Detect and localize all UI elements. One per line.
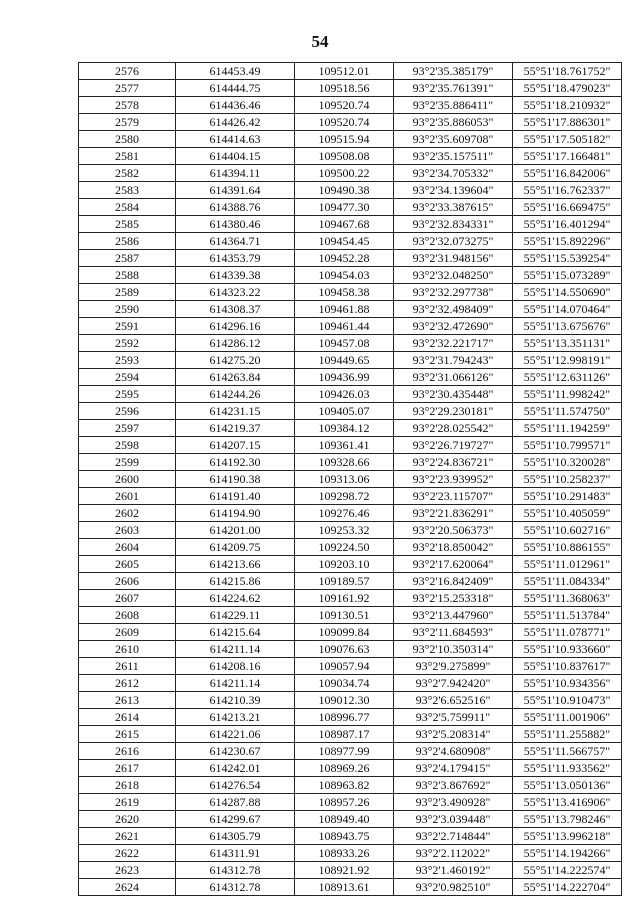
y-coordinate-cell: 109189.57 xyxy=(295,573,394,590)
latitude-cell: 55°51'11.078771" xyxy=(513,624,622,641)
latitude-cell: 55°51'14.070464" xyxy=(513,301,622,318)
coordinates-table-body xyxy=(79,63,622,896)
longitude-cell: 93°2'2.112022" xyxy=(394,845,513,862)
x-coordinate-cell: 614312.78 xyxy=(176,879,295,896)
table-row xyxy=(79,828,622,845)
point-number-cell: 2591 xyxy=(79,318,176,335)
point-number-cell: 2608 xyxy=(79,607,176,624)
longitude-cell: 93°2'9.275899" xyxy=(394,658,513,675)
y-coordinate-cell: 109253.32 xyxy=(295,522,394,539)
latitude-cell: 55°51'10.837617" xyxy=(513,658,622,675)
latitude-cell: 55°51'14.550690" xyxy=(513,284,622,301)
point-number-cell: 2590 xyxy=(79,301,176,318)
table-row xyxy=(79,794,622,811)
x-coordinate-cell: 614275.20 xyxy=(176,352,295,369)
longitude-cell: 93°2'26.719727" xyxy=(394,437,513,454)
y-coordinate-cell: 109490.38 xyxy=(295,182,394,199)
y-coordinate-cell: 109520.74 xyxy=(295,97,394,114)
longitude-cell: 93°2'1.460192" xyxy=(394,862,513,879)
latitude-cell: 55°51'14.222704" xyxy=(513,879,622,896)
latitude-cell: 55°51'13.675676" xyxy=(513,318,622,335)
table-row xyxy=(79,131,622,148)
x-coordinate-cell: 614323.22 xyxy=(176,284,295,301)
x-coordinate-cell: 614191.40 xyxy=(176,488,295,505)
table-row xyxy=(79,573,622,590)
table-row xyxy=(79,624,622,641)
latitude-cell: 55°51'11.933562" xyxy=(513,760,622,777)
longitude-cell: 93°2'32.073275" xyxy=(394,233,513,250)
x-coordinate-cell: 614229.11 xyxy=(176,607,295,624)
y-coordinate-cell: 108921.92 xyxy=(295,862,394,879)
table-row xyxy=(79,301,622,318)
table-row xyxy=(79,420,622,437)
latitude-cell: 55°51'13.351131" xyxy=(513,335,622,352)
longitude-cell: 93°2'32.498409" xyxy=(394,301,513,318)
x-coordinate-cell: 614299.67 xyxy=(176,811,295,828)
x-coordinate-cell: 614391.64 xyxy=(176,182,295,199)
longitude-cell: 93°2'32.297738" xyxy=(394,284,513,301)
y-coordinate-cell: 109500.22 xyxy=(295,165,394,182)
latitude-cell: 55°51'11.513784" xyxy=(513,607,622,624)
table-row xyxy=(79,403,622,420)
x-coordinate-cell: 614276.54 xyxy=(176,777,295,794)
latitude-cell: 55°51'11.368063" xyxy=(513,590,622,607)
longitude-cell: 93°2'0.982510" xyxy=(394,879,513,896)
longitude-cell: 93°2'3.039448" xyxy=(394,811,513,828)
point-number-cell: 2617 xyxy=(79,760,176,777)
point-number-cell: 2583 xyxy=(79,182,176,199)
point-number-cell: 2598 xyxy=(79,437,176,454)
y-coordinate-cell: 109449.65 xyxy=(295,352,394,369)
x-coordinate-cell: 614219.37 xyxy=(176,420,295,437)
longitude-cell: 93°2'31.066126" xyxy=(394,369,513,386)
y-coordinate-cell: 109276.46 xyxy=(295,505,394,522)
point-number-cell: 2621 xyxy=(79,828,176,845)
longitude-cell: 93°2'32.834331" xyxy=(394,216,513,233)
point-number-cell: 2609 xyxy=(79,624,176,641)
latitude-cell: 55°51'11.194259" xyxy=(513,420,622,437)
point-number-cell: 2613 xyxy=(79,692,176,709)
y-coordinate-cell: 108996.77 xyxy=(295,709,394,726)
y-coordinate-cell: 109361.41 xyxy=(295,437,394,454)
y-coordinate-cell: 108987.17 xyxy=(295,726,394,743)
point-number-cell: 2588 xyxy=(79,267,176,284)
y-coordinate-cell: 109515.94 xyxy=(295,131,394,148)
x-coordinate-cell: 614414.63 xyxy=(176,131,295,148)
y-coordinate-cell: 108963.82 xyxy=(295,777,394,794)
table-row xyxy=(79,471,622,488)
longitude-cell: 93°2'5.759911" xyxy=(394,709,513,726)
table-row xyxy=(79,369,622,386)
longitude-cell: 93°2'13.447960" xyxy=(394,607,513,624)
point-number-cell: 2600 xyxy=(79,471,176,488)
latitude-cell: 55°51'14.222574" xyxy=(513,862,622,879)
x-coordinate-cell: 614296.16 xyxy=(176,318,295,335)
longitude-cell: 93°2'32.472690" xyxy=(394,318,513,335)
table-row xyxy=(79,352,622,369)
x-coordinate-cell: 614221.06 xyxy=(176,726,295,743)
x-coordinate-cell: 614364.71 xyxy=(176,233,295,250)
x-coordinate-cell: 614339.38 xyxy=(176,267,295,284)
longitude-cell: 93°2'16.842409" xyxy=(394,573,513,590)
x-coordinate-cell: 614453.49 xyxy=(176,63,295,80)
table-row xyxy=(79,335,622,352)
x-coordinate-cell: 614308.37 xyxy=(176,301,295,318)
table-row xyxy=(79,607,622,624)
table-row xyxy=(79,692,622,709)
point-number-cell: 2579 xyxy=(79,114,176,131)
y-coordinate-cell: 108943.75 xyxy=(295,828,394,845)
longitude-cell: 93°2'31.948156" xyxy=(394,250,513,267)
longitude-cell: 93°2'2.714844" xyxy=(394,828,513,845)
point-number-cell: 2601 xyxy=(79,488,176,505)
y-coordinate-cell: 109057.94 xyxy=(295,658,394,675)
y-coordinate-cell: 109328.66 xyxy=(295,454,394,471)
x-coordinate-cell: 614312.78 xyxy=(176,862,295,879)
latitude-cell: 55°51'15.073289" xyxy=(513,267,622,284)
y-coordinate-cell: 109458.38 xyxy=(295,284,394,301)
table-row xyxy=(79,505,622,522)
point-number-cell: 2576 xyxy=(79,63,176,80)
longitude-cell: 93°2'5.208314" xyxy=(394,726,513,743)
table-row xyxy=(79,709,622,726)
table-row xyxy=(79,454,622,471)
y-coordinate-cell: 109130.51 xyxy=(295,607,394,624)
y-coordinate-cell: 108933.26 xyxy=(295,845,394,862)
point-number-cell: 2589 xyxy=(79,284,176,301)
table-row xyxy=(79,63,622,80)
point-number-cell: 2615 xyxy=(79,726,176,743)
x-coordinate-cell: 614444.75 xyxy=(176,80,295,97)
longitude-cell: 93°2'18.850042" xyxy=(394,539,513,556)
y-coordinate-cell: 109454.03 xyxy=(295,267,394,284)
longitude-cell: 93°2'24.836721" xyxy=(394,454,513,471)
y-coordinate-cell: 108977.99 xyxy=(295,743,394,760)
table-row xyxy=(79,726,622,743)
point-number-cell: 2585 xyxy=(79,216,176,233)
latitude-cell: 55°51'13.416906" xyxy=(513,794,622,811)
x-coordinate-cell: 614311.91 xyxy=(176,845,295,862)
x-coordinate-cell: 614224.62 xyxy=(176,590,295,607)
x-coordinate-cell: 614208.16 xyxy=(176,658,295,675)
point-number-cell: 2582 xyxy=(79,165,176,182)
y-coordinate-cell: 109426.03 xyxy=(295,386,394,403)
longitude-cell: 93°2'35.886053" xyxy=(394,114,513,131)
y-coordinate-cell: 109508.08 xyxy=(295,148,394,165)
point-number-cell: 2603 xyxy=(79,522,176,539)
latitude-cell: 55°51'10.602716" xyxy=(513,522,622,539)
x-coordinate-cell: 614194.90 xyxy=(176,505,295,522)
longitude-cell: 93°2'11.684593" xyxy=(394,624,513,641)
longitude-cell: 93°2'35.157511" xyxy=(394,148,513,165)
point-number-cell: 2580 xyxy=(79,131,176,148)
point-number-cell: 2612 xyxy=(79,675,176,692)
table-row xyxy=(79,522,622,539)
longitude-cell: 93°2'32.221717" xyxy=(394,335,513,352)
longitude-cell: 93°2'20.506373" xyxy=(394,522,513,539)
table-row xyxy=(79,97,622,114)
longitude-cell: 93°2'35.609708" xyxy=(394,131,513,148)
latitude-cell: 55°51'16.669475" xyxy=(513,199,622,216)
table-row xyxy=(79,80,622,97)
longitude-cell: 93°2'33.387615" xyxy=(394,199,513,216)
point-number-cell: 2584 xyxy=(79,199,176,216)
longitude-cell: 93°2'6.652516" xyxy=(394,692,513,709)
x-coordinate-cell: 614190.38 xyxy=(176,471,295,488)
y-coordinate-cell: 109461.88 xyxy=(295,301,394,318)
latitude-cell: 55°51'18.479023" xyxy=(513,80,622,97)
latitude-cell: 55°51'13.996218" xyxy=(513,828,622,845)
latitude-cell: 55°51'10.291483" xyxy=(513,488,622,505)
table-row xyxy=(79,879,622,896)
y-coordinate-cell: 109034.74 xyxy=(295,675,394,692)
longitude-cell: 93°2'34.705332" xyxy=(394,165,513,182)
point-number-cell: 2604 xyxy=(79,539,176,556)
latitude-cell: 55°51'17.166481" xyxy=(513,148,622,165)
longitude-cell: 93°2'31.794243" xyxy=(394,352,513,369)
latitude-cell: 55°51'12.631126" xyxy=(513,369,622,386)
point-number-cell: 2614 xyxy=(79,709,176,726)
longitude-cell: 93°2'28.025542" xyxy=(394,420,513,437)
table-row xyxy=(79,760,622,777)
latitude-cell: 55°51'18.761752" xyxy=(513,63,622,80)
point-number-cell: 2592 xyxy=(79,335,176,352)
table-row xyxy=(79,845,622,862)
y-coordinate-cell: 108957.26 xyxy=(295,794,394,811)
longitude-cell: 93°2'15.253318" xyxy=(394,590,513,607)
x-coordinate-cell: 614380.46 xyxy=(176,216,295,233)
point-number-cell: 2618 xyxy=(79,777,176,794)
x-coordinate-cell: 614394.11 xyxy=(176,165,295,182)
longitude-cell: 93°2'4.680908" xyxy=(394,743,513,760)
x-coordinate-cell: 614213.66 xyxy=(176,556,295,573)
latitude-cell: 55°51'10.799571" xyxy=(513,437,622,454)
x-coordinate-cell: 614286.12 xyxy=(176,335,295,352)
longitude-cell: 93°2'3.490928" xyxy=(394,794,513,811)
table-row xyxy=(79,267,622,284)
y-coordinate-cell: 109518.56 xyxy=(295,80,394,97)
x-coordinate-cell: 614305.79 xyxy=(176,828,295,845)
latitude-cell: 55°51'11.012961" xyxy=(513,556,622,573)
y-coordinate-cell: 109203.10 xyxy=(295,556,394,573)
table-row xyxy=(79,250,622,267)
latitude-cell: 55°51'11.998242" xyxy=(513,386,622,403)
latitude-cell: 55°51'15.892296" xyxy=(513,233,622,250)
x-coordinate-cell: 614426.42 xyxy=(176,114,295,131)
y-coordinate-cell: 109298.72 xyxy=(295,488,394,505)
latitude-cell: 55°51'16.762337" xyxy=(513,182,622,199)
x-coordinate-cell: 614231.15 xyxy=(176,403,295,420)
latitude-cell: 55°51'10.405059" xyxy=(513,505,622,522)
latitude-cell: 55°51'11.574750" xyxy=(513,403,622,420)
table-row xyxy=(79,284,622,301)
point-number-cell: 2607 xyxy=(79,590,176,607)
table-row xyxy=(79,556,622,573)
longitude-cell: 93°2'21.836291" xyxy=(394,505,513,522)
latitude-cell: 55°51'10.933660" xyxy=(513,641,622,658)
y-coordinate-cell: 109520.74 xyxy=(295,114,394,131)
y-coordinate-cell: 109012.30 xyxy=(295,692,394,709)
x-coordinate-cell: 614192.30 xyxy=(176,454,295,471)
y-coordinate-cell: 108949.40 xyxy=(295,811,394,828)
longitude-cell: 93°2'32.048250" xyxy=(394,267,513,284)
table-row xyxy=(79,743,622,760)
latitude-cell: 55°51'14.194266" xyxy=(513,845,622,862)
table-row xyxy=(79,777,622,794)
point-number-cell: 2577 xyxy=(79,80,176,97)
x-coordinate-cell: 614436.46 xyxy=(176,97,295,114)
latitude-cell: 55°51'10.258237" xyxy=(513,471,622,488)
latitude-cell: 55°51'16.842006" xyxy=(513,165,622,182)
table-row xyxy=(79,318,622,335)
y-coordinate-cell: 109313.06 xyxy=(295,471,394,488)
latitude-cell: 55°51'10.886155" xyxy=(513,539,622,556)
x-coordinate-cell: 614287.88 xyxy=(176,794,295,811)
y-coordinate-cell: 109467.68 xyxy=(295,216,394,233)
point-number-cell: 2595 xyxy=(79,386,176,403)
y-coordinate-cell: 109436.99 xyxy=(295,369,394,386)
x-coordinate-cell: 614211.14 xyxy=(176,675,295,692)
point-number-cell: 2602 xyxy=(79,505,176,522)
x-coordinate-cell: 614230.67 xyxy=(176,743,295,760)
latitude-cell: 55°51'13.050136" xyxy=(513,777,622,794)
table-row xyxy=(79,641,622,658)
table-row xyxy=(79,233,622,250)
y-coordinate-cell: 109452.28 xyxy=(295,250,394,267)
y-coordinate-cell: 109384.12 xyxy=(295,420,394,437)
point-number-cell: 2622 xyxy=(79,845,176,862)
table-row xyxy=(79,590,622,607)
y-coordinate-cell: 108913.61 xyxy=(295,879,394,896)
point-number-cell: 2620 xyxy=(79,811,176,828)
table-row xyxy=(79,386,622,403)
y-coordinate-cell: 109461.44 xyxy=(295,318,394,335)
x-coordinate-cell: 614211.14 xyxy=(176,641,295,658)
longitude-cell: 93°2'35.385179" xyxy=(394,63,513,80)
longitude-cell: 93°2'35.886411" xyxy=(394,97,513,114)
point-number-cell: 2597 xyxy=(79,420,176,437)
point-number-cell: 2605 xyxy=(79,556,176,573)
latitude-cell: 55°51'11.255882" xyxy=(513,726,622,743)
longitude-cell: 93°2'3.867692" xyxy=(394,777,513,794)
latitude-cell: 55°51'11.001906" xyxy=(513,709,622,726)
x-coordinate-cell: 614404.15 xyxy=(176,148,295,165)
x-coordinate-cell: 614207.15 xyxy=(176,437,295,454)
x-coordinate-cell: 614353.79 xyxy=(176,250,295,267)
x-coordinate-cell: 614210.39 xyxy=(176,692,295,709)
longitude-cell: 93°2'35.761391" xyxy=(394,80,513,97)
table-row xyxy=(79,811,622,828)
table-row xyxy=(79,182,622,199)
longitude-cell: 93°2'23.115707" xyxy=(394,488,513,505)
y-coordinate-cell: 109512.01 xyxy=(295,63,394,80)
point-number-cell: 2619 xyxy=(79,794,176,811)
longitude-cell: 93°2'23.939952" xyxy=(394,471,513,488)
point-number-cell: 2587 xyxy=(79,250,176,267)
latitude-cell: 55°51'15.539254" xyxy=(513,250,622,267)
point-number-cell: 2586 xyxy=(79,233,176,250)
y-coordinate-cell: 109457.08 xyxy=(295,335,394,352)
point-number-cell: 2623 xyxy=(79,862,176,879)
coordinates-table xyxy=(78,62,622,896)
y-coordinate-cell: 109477.30 xyxy=(295,199,394,216)
y-coordinate-cell: 109161.92 xyxy=(295,590,394,607)
x-coordinate-cell: 614215.64 xyxy=(176,624,295,641)
table-row xyxy=(79,216,622,233)
y-coordinate-cell: 109076.63 xyxy=(295,641,394,658)
x-coordinate-cell: 614388.76 xyxy=(176,199,295,216)
latitude-cell: 55°51'12.998191" xyxy=(513,352,622,369)
latitude-cell: 55°51'10.934356" xyxy=(513,675,622,692)
table-row xyxy=(79,114,622,131)
table-row xyxy=(79,148,622,165)
point-number-cell: 2611 xyxy=(79,658,176,675)
point-number-cell: 2596 xyxy=(79,403,176,420)
latitude-cell: 55°51'16.401294" xyxy=(513,216,622,233)
x-coordinate-cell: 614263.84 xyxy=(176,369,295,386)
x-coordinate-cell: 614209.75 xyxy=(176,539,295,556)
table-row xyxy=(79,199,622,216)
point-number-cell: 2616 xyxy=(79,743,176,760)
point-number-cell: 2593 xyxy=(79,352,176,369)
point-number-cell: 2624 xyxy=(79,879,176,896)
latitude-cell: 55°51'10.320028" xyxy=(513,454,622,471)
latitude-cell: 55°51'11.084334" xyxy=(513,573,622,590)
longitude-cell: 93°2'4.179415" xyxy=(394,760,513,777)
y-coordinate-cell: 108969.26 xyxy=(295,760,394,777)
longitude-cell: 93°2'34.139604" xyxy=(394,182,513,199)
table-row xyxy=(79,165,622,182)
point-number-cell: 2581 xyxy=(79,148,176,165)
latitude-cell: 55°51'17.505182" xyxy=(513,131,622,148)
y-coordinate-cell: 109454.45 xyxy=(295,233,394,250)
point-number-cell: 2594 xyxy=(79,369,176,386)
table-row xyxy=(79,862,622,879)
point-number-cell: 2599 xyxy=(79,454,176,471)
latitude-cell: 55°51'18.210932" xyxy=(513,97,622,114)
longitude-cell: 93°2'17.620064" xyxy=(394,556,513,573)
longitude-cell: 93°2'7.942420" xyxy=(394,675,513,692)
table-row xyxy=(79,539,622,556)
y-coordinate-cell: 109224.50 xyxy=(295,539,394,556)
table-row xyxy=(79,437,622,454)
point-number-cell: 2610 xyxy=(79,641,176,658)
point-number-cell: 2606 xyxy=(79,573,176,590)
latitude-cell: 55°51'11.566757" xyxy=(513,743,622,760)
longitude-cell: 93°2'29.230181" xyxy=(394,403,513,420)
table-row xyxy=(79,658,622,675)
point-number-cell: 2578 xyxy=(79,97,176,114)
y-coordinate-cell: 109405.07 xyxy=(295,403,394,420)
x-coordinate-cell: 614215.86 xyxy=(176,573,295,590)
x-coordinate-cell: 614242.01 xyxy=(176,760,295,777)
x-coordinate-cell: 614244.26 xyxy=(176,386,295,403)
latitude-cell: 55°51'10.910473" xyxy=(513,692,622,709)
longitude-cell: 93°2'10.350314" xyxy=(394,641,513,658)
table-row xyxy=(79,675,622,692)
latitude-cell: 55°51'17.886301" xyxy=(513,114,622,131)
table-row xyxy=(79,488,622,505)
x-coordinate-cell: 614201.00 xyxy=(176,522,295,539)
longitude-cell: 93°2'30.435448" xyxy=(394,386,513,403)
y-coordinate-cell: 109099.84 xyxy=(295,624,394,641)
page-number: 54 xyxy=(311,32,329,51)
x-coordinate-cell: 614213.21 xyxy=(176,709,295,726)
latitude-cell: 55°51'13.798246" xyxy=(513,811,622,828)
